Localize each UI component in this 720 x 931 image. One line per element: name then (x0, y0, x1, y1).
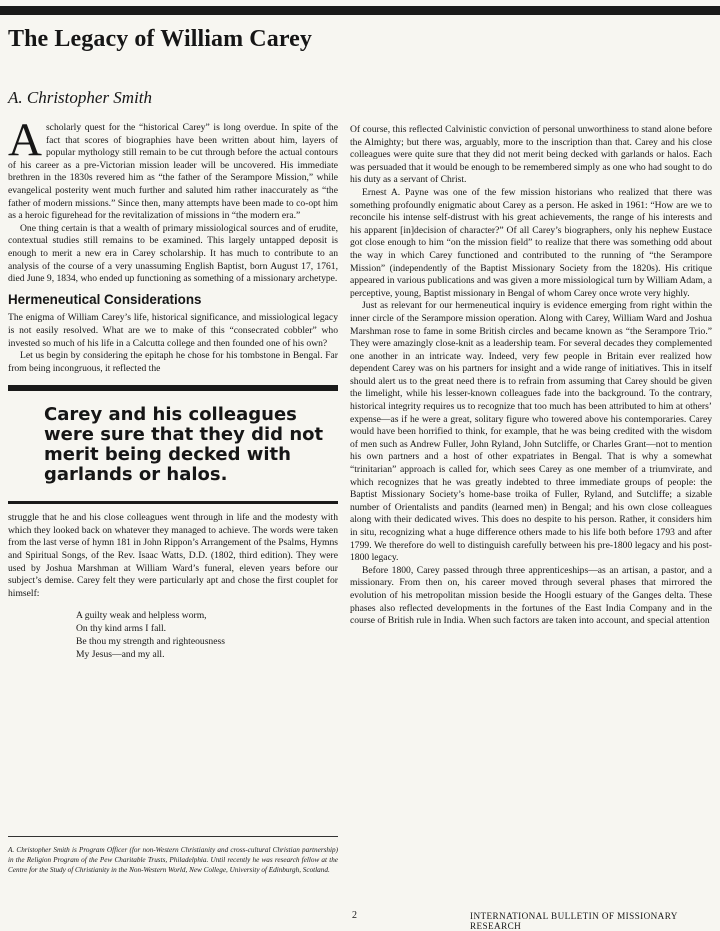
pull-quote: Carey and his colleagues were sure that they did not merit being decked with garlands or halos. (8, 385, 338, 504)
poem-line: A guilty weak and helpless worm, (76, 610, 207, 622)
left-column (8, 114, 338, 661)
paragraph-2: One thing certain is that a wealth of primary missiological sources and of erudite, contextual studies still remains to be examined. This largely untapped deposit is enough to merit a new era in Carey scholarship. It has much to contribute to an analysis of the course of a very unassuming English Baptist, born August 17, 1761, died June 9, 1834, who ended up functioning as something of a missionary archetype. (8, 222, 338, 285)
journal-name: INTERNATIONAL BULLETIN OF MISSIONARY RESEARCH (470, 911, 678, 931)
paragraph-4: Let us begin by considering the epitaph he chose for his tombstone in Bengal. Far from being incongruous, it reflected the (8, 350, 338, 374)
right-paragraph-3: Just as relevant for our hermeneutical inquiry is evidence emerging from right within the inner circle of the Serampore mission operation. Along with Carey, William Ward and Joshua Marshman rose to fame in some British circles and became known as “the Serampore Trio.” They were amazingly close-knit as a leadership team. For several decades they complemented one another in an intricate way. Indeed, very few people in Britain ever realized how dependent Carey was on his partners for insight and a wide range of initiatives. This in itself should alert us to the great need there is to refrain from assuming that Carey should be given the limelight, while his lesser-known colleagues fade into the background. To the contrary, historical integrity requires us to recognize that too much has been attributed to him at others’ expense—as if he were a great, solitary figure who towered above his contemporaries. Carey would have been horrified to think, for example, that he was being credited with the wisdom of men such as Andrew Fuller, John Ryland, John Sutcliffe, or Charles Grant—not to mention his own partners and a host of other expatriates in Bengal. That is why a somewhat “trinitarian” approach is called for, which sees Carey as one member of a triumvirate, and which recognizes that he was greatly indebted to three immediate groups of people: the Baptist Missionary Society’s home-base troika of Fuller, Ryland, and Sutcliffe; a sizable number of Orientalists and pandits (learned men) in Bengal; and his own close colleagues along with their dedicated wives. This does no despite to his person. Rather, it considers him in situ, recognizing what a huge difference others made to his life both before 1793 and after 1799. We therefore do well to distinguish carefully between his pre-1800 legacy and his post-1800 legacy. (350, 300, 712, 564)
opening-paragraph-text: scholarly quest for the “historical Carey” is long overdue. In spite of the fact that scores of biographies have been written about him, layers of popular mythology still remain to be cut through before the actual contours of his career as a pre-Victorian mission leader will be uncovered. His immediate brethren in the 1830s revered him as “the father of the Serampore Mission,” while evangelical posterity went much further and saluted him rather inaccurately as “the father of modern missions.” Since then, many attempts have been made to co-opt him as a heroic figurehead for the revitalization of missions in “the modern era.” (8, 122, 338, 222)
poem-line: Be thou my strength and righteousness (76, 636, 225, 648)
author-footnote: A. Christopher Smith is Program Officer (for non-Western Christianity and cross-cultural Christian partnership) in the Religion Program of the Pew Charitable Trusts, Philadelphia. Until recently he was research fellow at the Centre for the Study of Christianity in the Non-Western World, New College, University of Edinburgh, Scotland. (8, 836, 338, 875)
epitaph-poem (76, 609, 338, 661)
right-paragraph-1: Of course, this reflected Calvinistic conviction of personal unworthiness to stand alone before the Almighty; but there was, arguably, more to the inscription than that. Carey and his close colleagues were quite sure that they did not merit being decked with garlands or halos. Each was persuaded that it would be enough to be remembered simply as one who had sought to do his duty as a servant of Christ. (350, 124, 712, 186)
article-author: A. Christopher Smith (8, 88, 153, 107)
right-paragraph-2: Ernest A. Payne was one of the few mission historians who realized that there was something profoundly enigmatic about Carey as a person. He asked in 1961: “How are we to reconcile his intense self-distrust with his great achievements, the range of his interests and his apparent [in]decision of character?” Of all Carey’s biographers, only his nephew Eustace got close enough to him “on the mission field” to realize that there was something odd about the way in which Carey functioned and contributed to the running of “the Serampore Mission” (independently of the Baptist Missionary Society from the 1820s). His critique appeared in various publications and was given a more missiological turn by William Adam, a perceptive, young, Baptist missionary in Bengal of whom Carey once wrote very highly. (350, 186, 712, 299)
paragraph-3: The enigma of William Carey’s life, historical significance, and missiological legacy is not easily resolved. What are we to make of this “consecrated cobbler” who invested so much of his life in a Calcutta college and then founded one of his own? (8, 312, 338, 349)
poem-line: My Jesus—and my all. (76, 649, 165, 661)
top-rule (0, 6, 720, 15)
poem-line: On thy kind arms I fall. (76, 623, 167, 635)
right-paragraph-4: Before 1800, Carey passed through three apprenticeships—as an artisan, a pastor, and a missionary. From then on, his career moved through several phases that mirrored the evolution of his metropolitan mission beside the Hoogli estuary of the Ganges delta. These phases also reflected developments in the fortunes of the East India Company and in the course of British rule in India. When such factors are taken into account, and special attention (350, 564, 712, 627)
article-title: The Legacy of William Carey (8, 26, 313, 52)
section-heading: Hermeneutical Considerations (8, 291, 202, 307)
right-column (350, 124, 712, 628)
drop-cap: A (8, 114, 42, 166)
page-number: 2 (352, 910, 357, 921)
paragraph-5: struggle that he and his close colleagues went through in life and the modesty with which they looked back on whatever they managed to achieve. The words were taken from the last verse of hymn 181 in John Rippon’s Arrangement of the Psalms, Hymns and Spiritual Songs, of the Rev. Isaac Watts, D.D. (1802, third edition). They were used by Joshua Marshman at William Ward’s funeral, eleven years before our subject’s demise. Carey felt they were particularly apt and chose the first couplet for himself: (8, 512, 338, 599)
opening-paragraph (8, 114, 338, 223)
